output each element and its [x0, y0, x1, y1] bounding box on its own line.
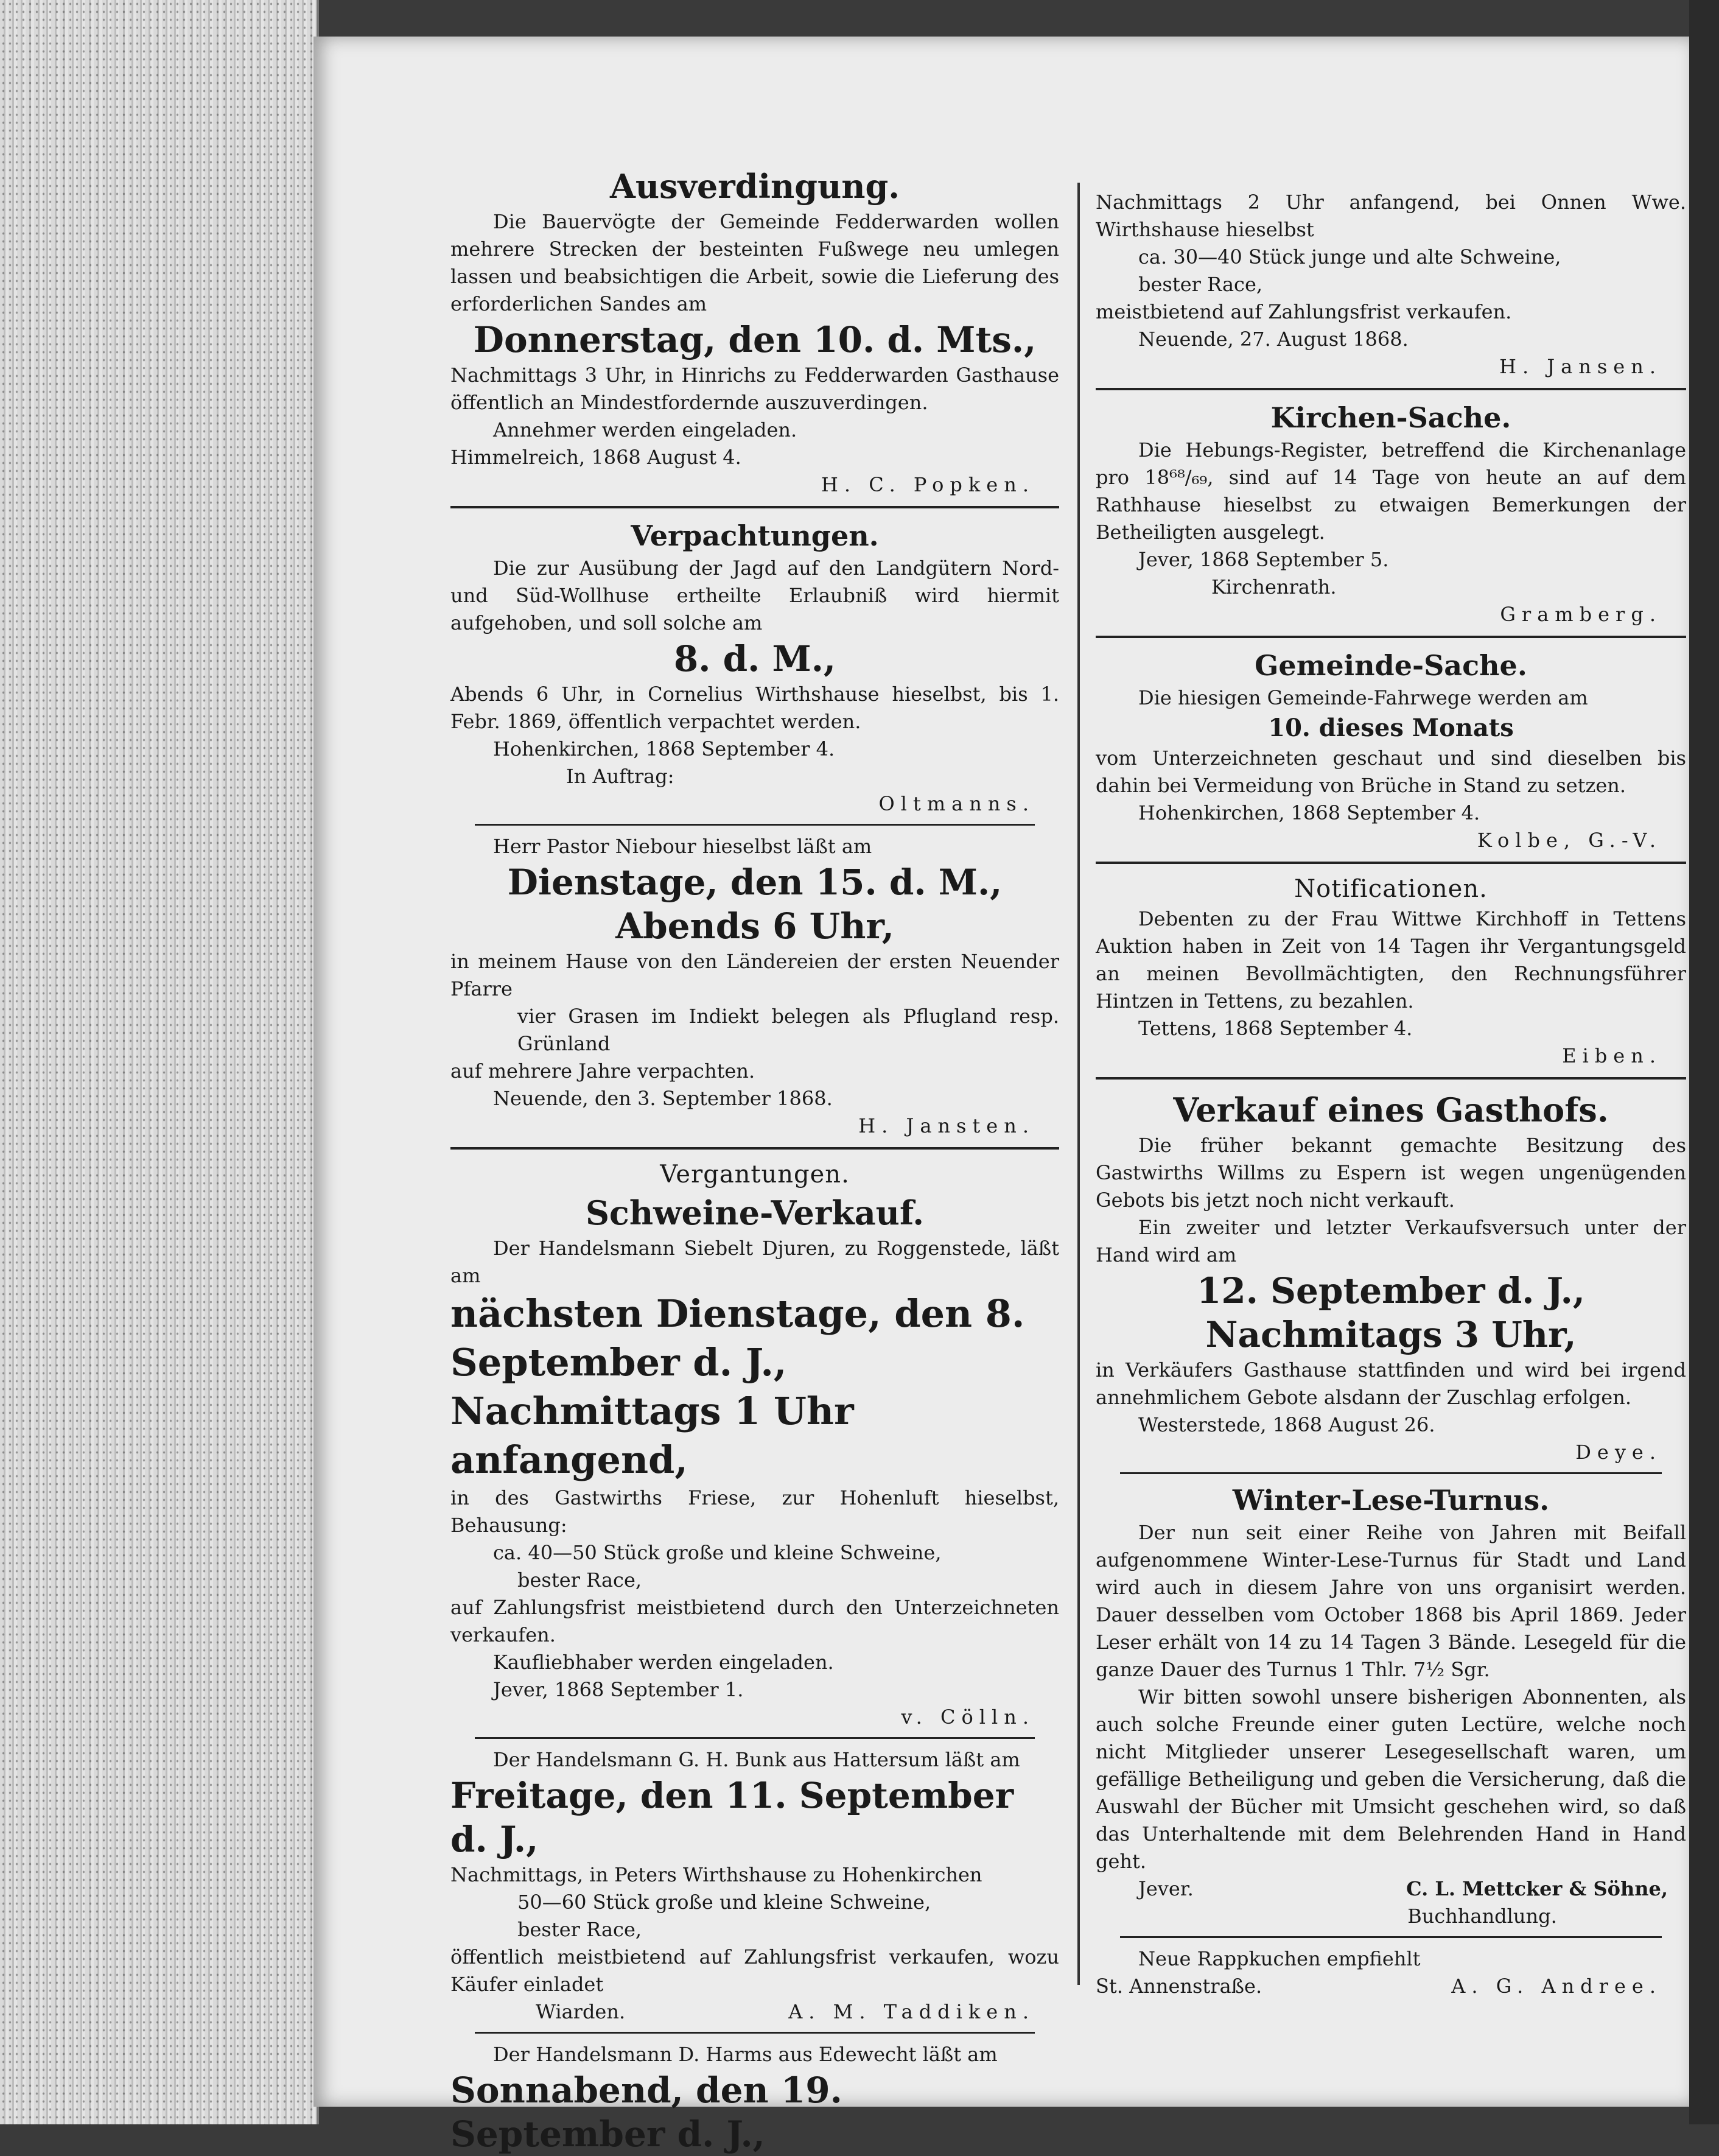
notice-body: Debenten zu der Frau Wittwe Kirchhoff in Tettens Auktion haben in Zeit von 14 Tagen ihr Vergantungsgeld an meinen Bevollmächtigten, den Rechnungsführer Hintzen in Tettens, zu bezahlen.	[1096, 907, 1686, 1013]
notice-date: 8. d. M.,	[673, 638, 836, 679]
notice-place: Jever, 1868 September 1.	[493, 1678, 744, 1701]
notice-place: St. Annenstraße.	[1096, 1975, 1262, 1998]
notice-place: Jever, 1868 September 5.	[1138, 548, 1389, 571]
notice-signature: H. Jansen.	[1499, 355, 1662, 378]
notice-ausverdingung	[450, 164, 1059, 499]
notice-place: Himmelreich, 1868 August 4.	[450, 446, 741, 469]
notice-body: Die zur Ausübung der Jagd auf den Landgütern Nord- und Süd-Wollhuse ertheilte Erlaubniß wird hiermit aufgehoben, und soll solche am	[450, 557, 1059, 634]
notice-time: Nachmitags 3 Uhr,	[1205, 1314, 1577, 1355]
notice-time: Abends 6 Uhr,	[615, 905, 894, 947]
notice-date: Donnerstag, den 10. d. Mts.,	[473, 319, 1037, 360]
notice-item: ca. 40—50 Stück große und kleine Schweine,	[493, 1541, 942, 1564]
notice-title: Verkauf eines Gasthofs.	[1173, 1090, 1609, 1129]
divider	[1120, 1936, 1662, 1938]
notice-schweine-verkauf	[450, 1158, 1059, 1731]
notice-date: 12. September d. J.,	[1197, 1270, 1585, 1312]
notice-harms	[450, 2041, 1059, 2156]
notice-body: vom Unterzeichneten geschaut und sind dieselben bis dahin bei Vermeidung von Brüche in Stand zu setzen.	[1096, 746, 1686, 797]
notice-body: Nachmittags 2 Uhr anfangend, bei Onnen Wwe. Wirthshause hieselbst	[1096, 191, 1686, 241]
notice-title: Gemeinde-Sache.	[1255, 649, 1527, 682]
notice-item: vier Grasen im Indiekt belegen als Pflugland resp. Grünland	[517, 1005, 1059, 1055]
right-column	[1096, 189, 1686, 2000]
left-column	[450, 164, 1059, 2156]
notice-verpachtungen	[450, 517, 1059, 818]
notice-body: Die Hebungs-Register, betreffend die Kirchenanlage pro 18⁶⁸/₆₉, sind auf 14 Tage von heute an auf dem Rathhause hieselbst zu etwaigen Bemerkungen der Betheiligten ausgelegt.	[1096, 438, 1686, 544]
divider	[450, 506, 1059, 508]
notice-body: Nachmittags, in Peters Wirthshause zu Hohenkirchen	[450, 1863, 982, 1886]
notice-place: Neuende, den 3. September 1868.	[493, 1087, 833, 1110]
notice-title: Verpachtungen.	[631, 519, 879, 552]
divider	[475, 1737, 1035, 1739]
notice-body: Wir bitten sowohl unsere bisherigen Abonnenten, als auch solche Freunde einer guten Lectüre, welche noch nicht Mitglieder unserer Lesegesellschaft waren, um gefällige Betheiligung und geben die Versicherung, daß die Auswahl der Bücher mit Umsicht geschehen wird, so daß das Unterhaltende mit dem Belehrenden Hand in Hand geht.	[1096, 1685, 1686, 1873]
notice-pastor	[450, 833, 1059, 1140]
notice-title: Winter-Lese-Turnus.	[1232, 1484, 1550, 1517]
notice-continued	[1096, 189, 1686, 381]
notice-gemeinde-sache	[1096, 647, 1686, 854]
notice-place: Tettens, 1868 September 4.	[1138, 1017, 1413, 1040]
divider	[475, 824, 1035, 826]
notice-signature: Deye.	[1575, 1441, 1662, 1464]
notice-place: Wiarden.	[536, 2000, 626, 2023]
notice-place: Jever.	[1138, 1877, 1194, 1900]
notice-intro: Herr Pastor Niebour hieselbst läßt am	[493, 835, 872, 858]
notice-body: in meinem Hause von den Ländereien der ersten Neuender Pfarre	[450, 950, 1059, 1000]
facing-page-edge	[1689, 0, 1719, 2124]
notice-signature: A. G. Andree.	[1451, 1975, 1662, 1998]
notice-body: Abends 6 Uhr, in Cornelius Wirthshause hieselbst, bis 1. Febr. 1869, öffentlich verpachtet werden.	[450, 683, 1059, 733]
notice-intro: Der Handelsmann G. H. Bunk aus Hattersum läßt am	[493, 1748, 1020, 1771]
notice-gasthof	[1096, 1088, 1686, 1466]
notice-body: in des Gastwirths Friese, zur Hohenluft hieselbst, Behausung:	[450, 1486, 1059, 1537]
notice-item: 50—60 Stück große und kleine Schweine,	[517, 1891, 931, 1914]
notice-rappkuchen	[1096, 1945, 1686, 2000]
notice-title: Notificationen.	[1294, 875, 1488, 903]
divider	[1096, 388, 1686, 390]
notice-body: in Verkäufers Gasthause stattfinden und wird bei irgend annehmlichem Gebote alsdann der Zuschlag erfolgen.	[1096, 1358, 1686, 1409]
notice-item: bester Race,	[517, 1918, 642, 1941]
notice-body: Die hiesigen Gemeinde-Fahrwege werden am	[1138, 686, 1588, 709]
notice-place: Hohenkirchen, 1868 September 4.	[1138, 801, 1480, 824]
notice-kirchen-sache	[1096, 399, 1686, 628]
notice-signline	[1096, 1875, 1686, 1903]
notice-line: Kaufliebhaber werden eingeladen.	[493, 1651, 834, 1674]
section-heading: Vergantungen.	[660, 1161, 850, 1189]
notice-signature-sub: Buchhandlung.	[1407, 1905, 1557, 1928]
divider	[1096, 1077, 1686, 1080]
notice-signature: H. C. Popken.	[821, 473, 1035, 496]
notice-body: auf Zahlungsfrist meistbietend durch den Unterzeichneten verkaufen.	[450, 1596, 1059, 1646]
notice-signature: A. M. Taddiken.	[788, 2000, 1035, 2023]
notice-item: ca. 30—40 Stück junge und alte Schweine,	[1138, 245, 1561, 269]
notice-body: Die Bauervögte der Gemeinde Fedderwarden wollen mehrere Strecken der besteinten Fußwege neu umlegen lassen und beabsichtigen die Arbeit, sowie die Lieferung des erforderlichen Sandes am	[450, 210, 1059, 315]
notice-place: Neuende, 27. August 1868.	[1138, 328, 1409, 351]
edge-speckle	[0, 0, 317, 2124]
notice-date: Dienstage, den 15. d. M.,	[507, 862, 1003, 903]
notice-title: Ausverdingung.	[609, 167, 900, 206]
notice-body: Der nun seit einer Reihe von Jahren mit Beifall aufgenommene Winter-Lese-Turnus für Stadt und Land wird auch in diesem Jahre von uns organisirt werden. Dauer desselben vom October 1868 bis April 1869. Jeder Leser erhält von 14 zu 14 Tagen 3 Bände. Lesegeld für die ganze Dauer des Turnus 1 Thlr. 7½ Sgr.	[1096, 1521, 1686, 1681]
notice-signature: Gramberg.	[1500, 603, 1662, 626]
divider	[1096, 636, 1686, 638]
notice-signature: v. Cölln.	[901, 1705, 1035, 1729]
notice-signature: H. Jansten.	[858, 1114, 1035, 1137]
notice-signline	[450, 1998, 1059, 2026]
notice-signline	[1096, 1973, 1686, 2000]
notice-notificationen	[1096, 873, 1686, 1070]
notice-signature: Kolbe, G.-V.	[1477, 829, 1662, 852]
divider	[1096, 862, 1686, 864]
notice-body: Nachmittags 3 Uhr, in Hinrichs zu Fedderwarden Gasthause öffentlich an Mindestfordernde auszuverdingen.	[450, 363, 1059, 414]
notice-body: öffentlich meistbietend auf Zahlungsfrist verkaufen, wozu Käufer einladet	[450, 1945, 1059, 1996]
notice-date: 10. dieses Monats	[1268, 714, 1514, 742]
notice-title: Kirchen-Sache.	[1270, 401, 1511, 434]
notice-bunk	[450, 1746, 1059, 2026]
divider	[450, 1147, 1059, 1150]
notice-date: Sonnabend, den 19. September d. J.,	[450, 2070, 842, 2155]
notice-lese-turnus	[1096, 1481, 1686, 1930]
notice-intro: Der Handelsmann D. Harms aus Edewecht läßt am	[493, 2043, 998, 2066]
divider	[1120, 1472, 1662, 1474]
notice-intro: Der Handelsmann Siebelt Djuren, zu Roggenstede, läßt am	[450, 1237, 1059, 1287]
notice-line: Annehmer werden eingeladen.	[493, 418, 797, 441]
notice-item: bester Race,	[1138, 273, 1263, 296]
notice-item: bester Race,	[517, 1568, 642, 1592]
notice-body: meistbietend auf Zahlungsfrist verkaufen.	[1096, 300, 1512, 323]
notice-body: Neue Rappkuchen empfiehlt	[1138, 1947, 1421, 1970]
column-divider	[1077, 183, 1080, 1985]
notice-place: Westerstede, 1868 August 26.	[1138, 1413, 1435, 1436]
notice-date: nächsten Dienstage, den 8. September d. J., Nachmittags 1 Uhr anfangend,	[450, 1291, 1025, 1482]
notice-body: auf mehrere Jahre verpachten.	[450, 1059, 755, 1083]
notice-signature: C. L. Mettcker & Söhne,	[1406, 1877, 1668, 1900]
book-page-edges	[0, 0, 319, 2124]
notice-title: Schweine-Verkauf.	[585, 1193, 925, 1232]
notice-org: Kirchenrath.	[1211, 575, 1337, 599]
divider	[475, 2032, 1035, 2034]
notice-signature: Eiben.	[1562, 1044, 1662, 1067]
notice-body: Ein zweiter und letzter Verkaufsversuch unter der Hand wird am	[1096, 1216, 1686, 1266]
notice-place: Hohenkirchen, 1868 September 4.	[493, 737, 835, 760]
notice-signature: Oltmanns.	[878, 792, 1035, 815]
notice-date: Freitage, den 11. September d. J.,	[450, 1775, 1014, 1860]
notice-body: Die früher bekannt gemachte Besitzung des Gastwirths Willms zu Espern ist wegen ungenügenden Gebots bis jetzt noch nicht verkauft.	[1096, 1134, 1686, 1212]
notice-auftrag: In Auftrag:	[566, 765, 674, 788]
